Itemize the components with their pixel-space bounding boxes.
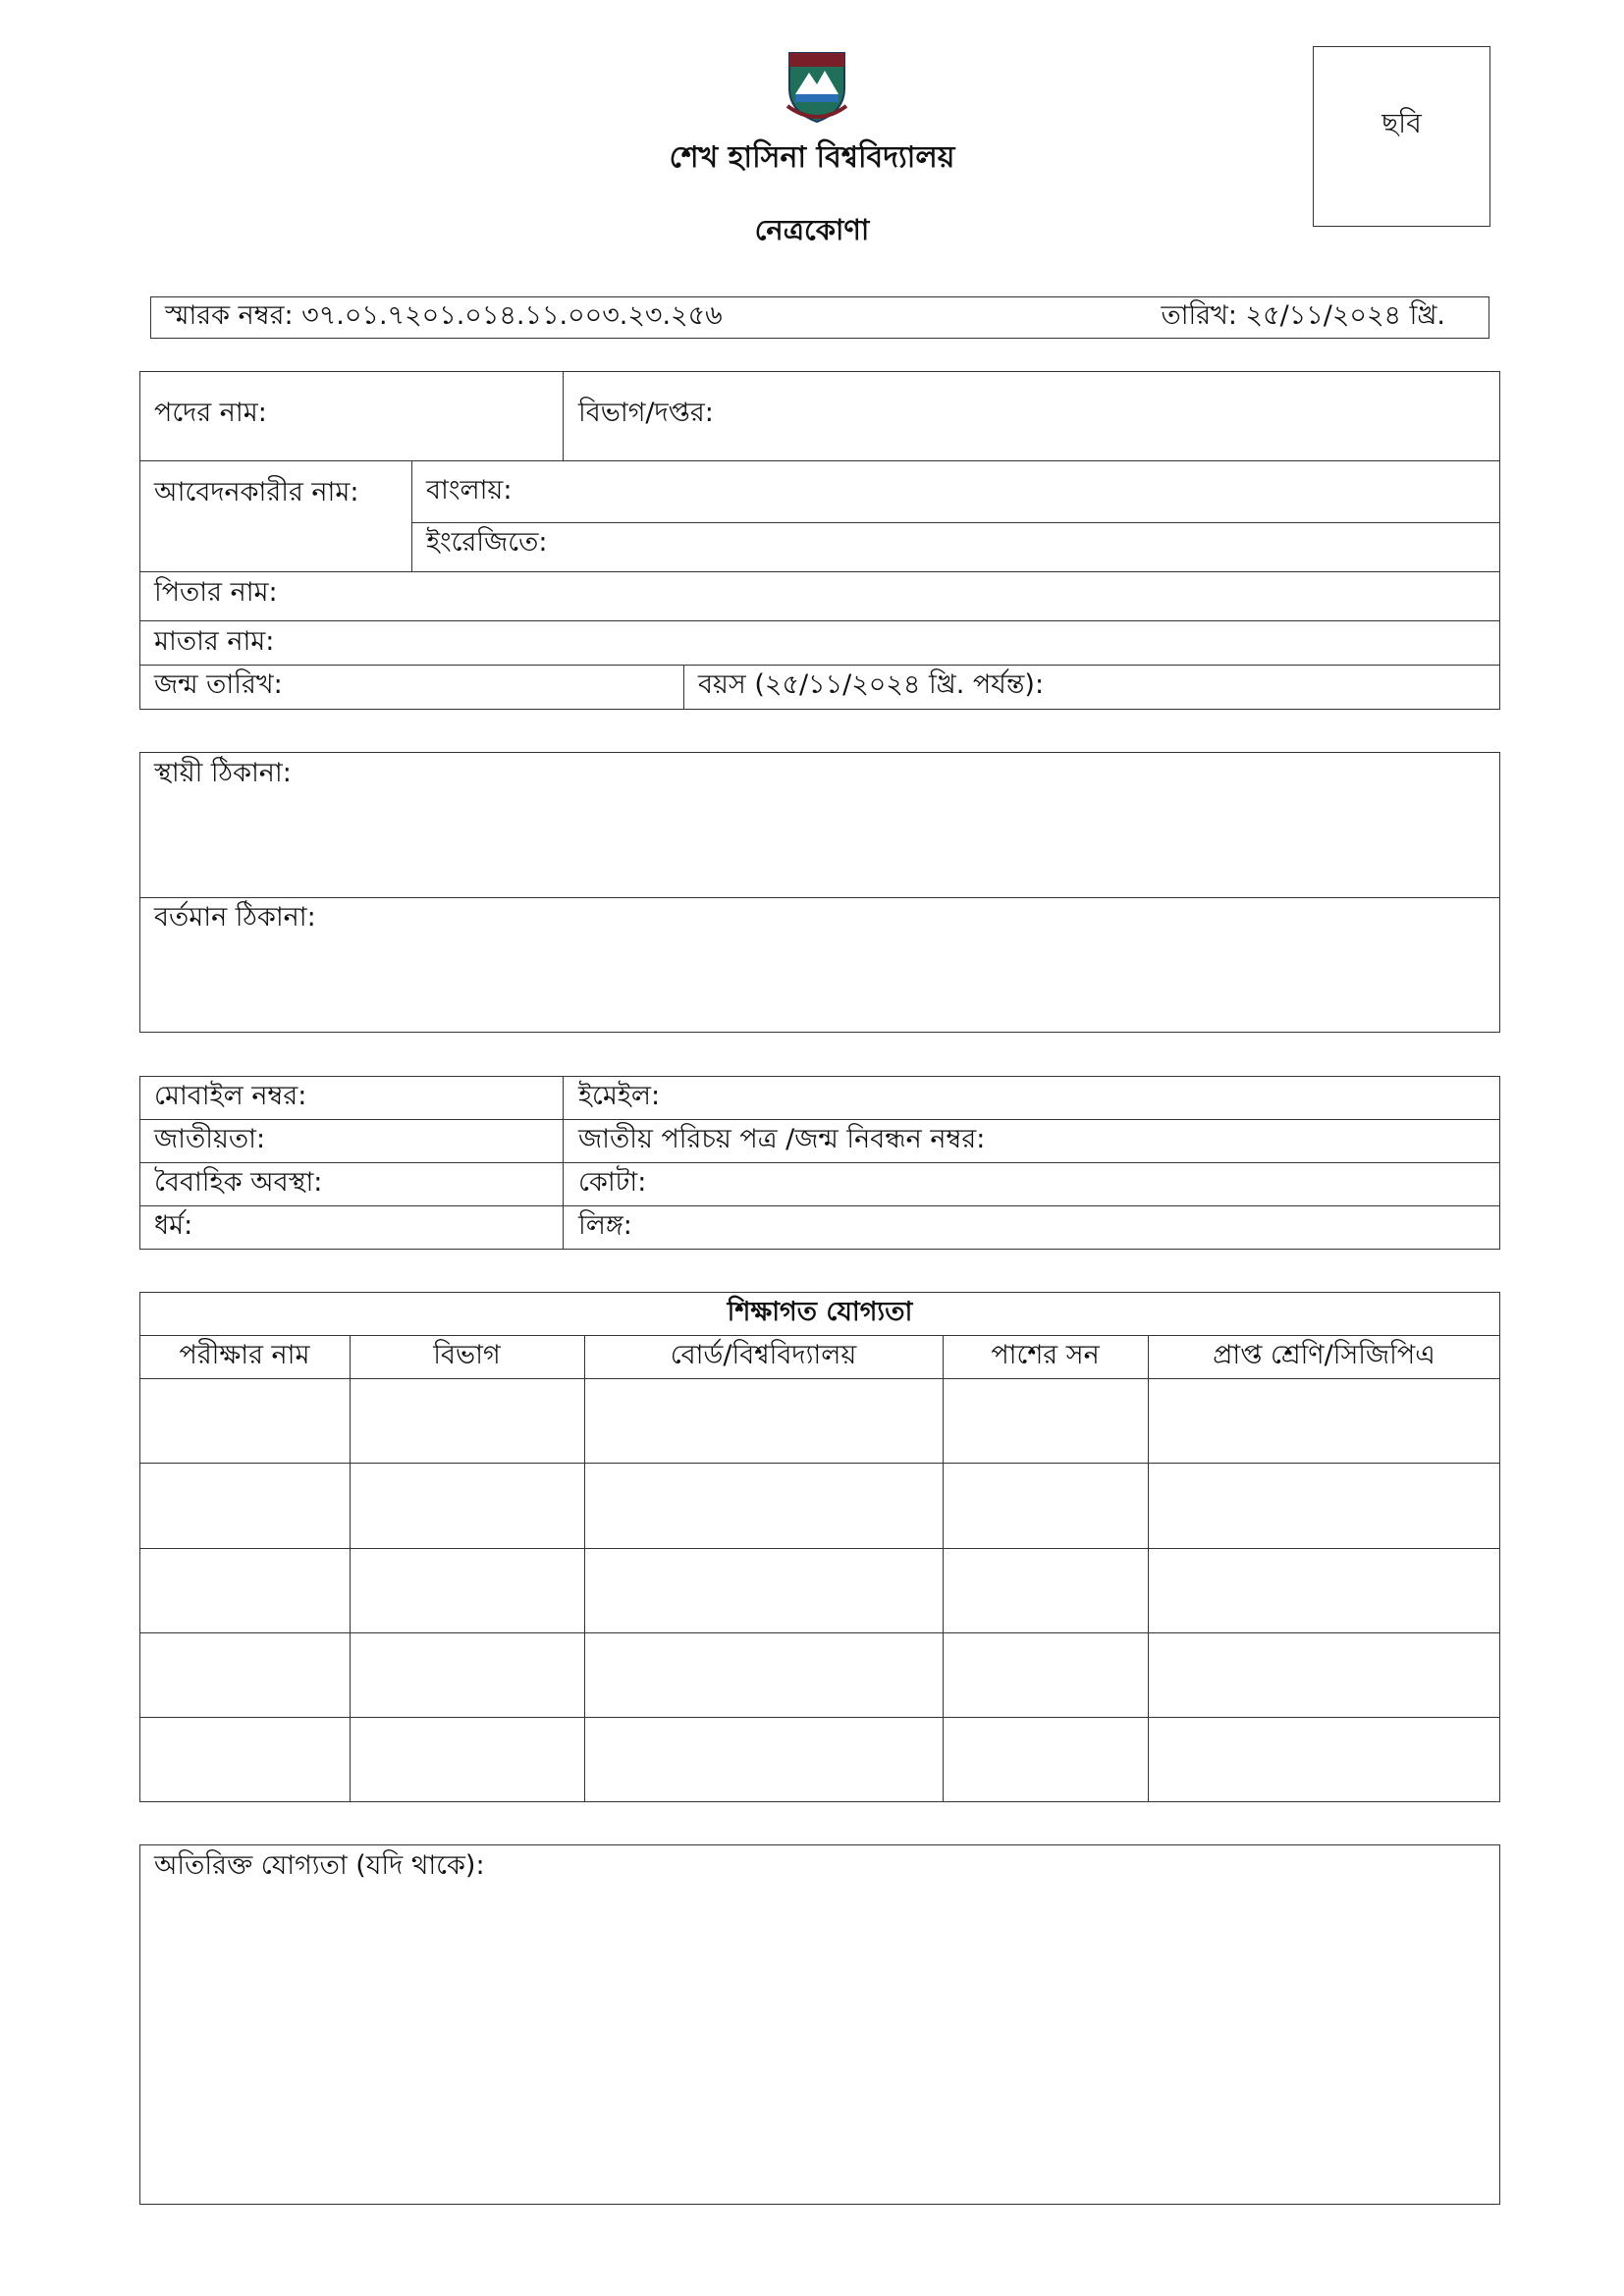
nationality-field[interactable]: জাতীয়তা: xyxy=(154,1124,266,1154)
col-passing-year: পাশের সন xyxy=(991,1340,1100,1370)
personal-info-table xyxy=(139,371,1500,710)
nid-field[interactable]: জাতীয় পরিচয় পত্র /জন্ম নিবন্ধন নম্বর: xyxy=(578,1124,986,1154)
post-name-field[interactable]: পদের নাম: xyxy=(154,398,267,428)
mobile-field[interactable]: মোবাইল নম্বর: xyxy=(154,1081,307,1111)
col-exam-name: পরীক্ষার নাম xyxy=(179,1340,310,1370)
memo-date: তারিখ: ২৫/১১/২০২৪ খ্রি. xyxy=(1161,300,1445,331)
marital-status-field[interactable]: বৈবাহিক অবস্থা: xyxy=(154,1167,323,1198)
religion-field[interactable]: ধর্ম: xyxy=(154,1210,193,1241)
col-division: বিভাগ xyxy=(433,1340,501,1370)
additional-qualification-box[interactable] xyxy=(139,1844,1500,2205)
photo-label: ছবি xyxy=(1381,107,1422,139)
name-bangla-field[interactable]: বাংলায়: xyxy=(426,475,513,506)
age-field[interactable]: বয়স (২৫/১১/২০২৪ খ্রি. পর্যন্ত): xyxy=(698,669,1045,700)
permanent-address-field[interactable]: স্থায়ী ঠিকানা: xyxy=(154,758,292,788)
university-location: নেত্রকোণা xyxy=(754,213,870,246)
email-field[interactable]: ইমেইল: xyxy=(578,1081,661,1111)
name-english-field[interactable]: ইংরেজিতে: xyxy=(426,527,548,558)
mother-name-field[interactable]: মাতার নাম: xyxy=(154,626,275,657)
university-name: শেখ হাসিনা বিশ্ববিদ্যালয় xyxy=(669,140,955,175)
additional-qualification-label: অতিরিক্ত যোগ্যতা (যদি থাকে): xyxy=(154,1850,485,1881)
education-title: শিক্ষাগত যোগ্যতা xyxy=(727,1297,913,1327)
col-board-university: বোর্ড/বিশ্ববিদ্যালয় xyxy=(670,1340,857,1370)
applicant-name-label: আবেদনকারীর নাম: xyxy=(154,477,359,507)
address-table xyxy=(139,752,1500,1033)
present-address-field[interactable]: বর্তমান ঠিকানা: xyxy=(154,902,316,933)
father-name-field[interactable]: পিতার নাম: xyxy=(154,577,278,608)
memo-number: স্মারক নম্বর: ৩৭.০১.৭২০১.০১৪.১১.০০৩.২৩.২৫৬ xyxy=(165,300,723,331)
birth-date-field[interactable]: জন্ম তারিখ: xyxy=(154,669,283,700)
quota-field[interactable]: কোটা: xyxy=(578,1167,647,1198)
university-logo xyxy=(785,47,848,126)
col-grade-cgpa: প্রাপ্ত শ্রেণি/সিজিপিএ xyxy=(1213,1340,1435,1370)
department-field[interactable]: বিভাগ/দপ্তর: xyxy=(578,398,714,428)
gender-field[interactable]: লিঙ্গ: xyxy=(578,1210,632,1241)
